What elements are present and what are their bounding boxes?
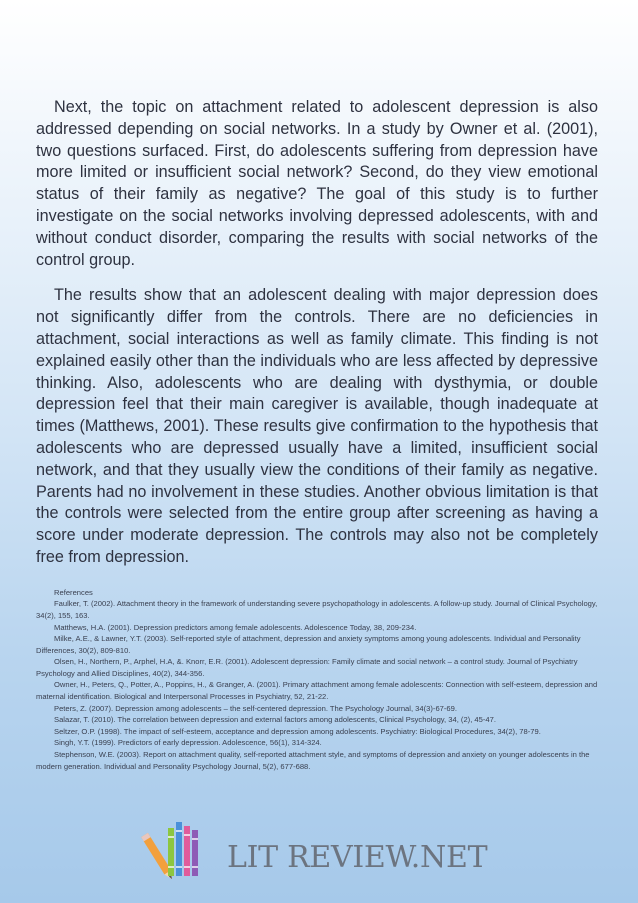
reference-item: Faulker, T. (2002). Attachment theory in the framework of understanding severe psychopathology in adolescents. A follow-up study. Journal of Clinical Psychology, 34(2), 155, 163.: [36, 599, 598, 620]
reference-item: Matthews, H.A. (2001). Depression predictors among female adolescents. Adolescence Today, 38, 209-234.: [54, 622, 417, 632]
document-body: [36, 97, 598, 772]
reference-item: Peters, Z. (2007). Depression among adolescents – the self-centered depression. The Psychology Journal, 34(3)-67-69.: [54, 703, 457, 713]
site-logo[interactable]: [138, 816, 498, 882]
reference-item: Seltzer, O.P. (1998). The impact of self-esteem, acceptance and depression among adolescents. Psychiatry: Biological Procedures, 34(2), 78-79.: [54, 726, 541, 736]
reference-item: Olsen, H., Northern, P., Arphel, H.A, &. Knorr, E.R. (2001). Adolescent depression: Family climate and social network – a control study. Journal of Psychiatry Psychology and Allied Disciplines, 40(2), 344-356.: [36, 657, 578, 678]
reference-item: Milke, A.E., & Lawner, Y.T. (2003). Self-reported style of attachment, depression and anxiety symptoms among young adolescents. Individual and Personality Differences, 30(2), 809-810.: [36, 634, 581, 655]
body-paragraph: The results show that an adolescent dealing with major depression does not significantly differ from the controls. There are no deficiencies in attachment, social interactions as well as family climate. This finding is not explained easily other than the individuals who are less affected by depressive thinking. Also, adolescents who are dealing with dysthymia, or double depression feel that their main caregiver is available, though inadequate at times (Matthews, 2001). These results give confirmation to the hypothesis that adolescents who are depressed usually have a limited, insufficient social network, and that they usually view the conditions of their family as negative. Parents had no involvement in these studies. Another obvious limitation is that the controls were selected from the entire group after screening as having a score under moderate depression. The controls may also not be completely free from depression.: [36, 286, 598, 566]
reference-item: Singh, Y.T. (1999). Predictors of early depression. Adolescence, 56(1), 314-324.: [54, 738, 322, 748]
reference-item: Salazar, T. (2010). The correlation between depression and external factors among adolescents, Clinical Psychology, 34, (2), 45-47.: [54, 715, 496, 725]
reference-item: Stephenson, W.E. (2003). Report on attachment quality, self-reported attachment style, and symptoms of depression and anxiety on younger adolescents in the modern generation. Individual and Personality Psychology Journal, 5(2), 677-688.: [36, 750, 590, 771]
logo-text: LIT REVIEW.NET: [227, 840, 488, 875]
references-heading: References: [54, 587, 93, 597]
references-section: [36, 587, 598, 773]
reference-item: Owner, H., Peters, Q., Potter, A., Poppins, H., & Granger, A. (2001). Primary attachment among female adolescents: Connection with self-esteem, depression and maternal identification. Biological and Interpersonal Processes in Psychiatry, 52, 21-22.: [36, 680, 598, 702]
body-paragraph: Next, the topic on attachment related to adolescent depression is also addressed depending on social networks. In a study by Owner et al. (2001), two questions surfaced. First, do adolescents suffering from depression have more limited or insufficient social network? Second, do they view emotional status of their family as negative? The goal of this study is to further investigate on the social networks involving depressed adolescents, with and without conduct disorder, comparing the results with social networks of the control group.: [36, 98, 598, 269]
books-pencil-icon: [138, 816, 212, 882]
